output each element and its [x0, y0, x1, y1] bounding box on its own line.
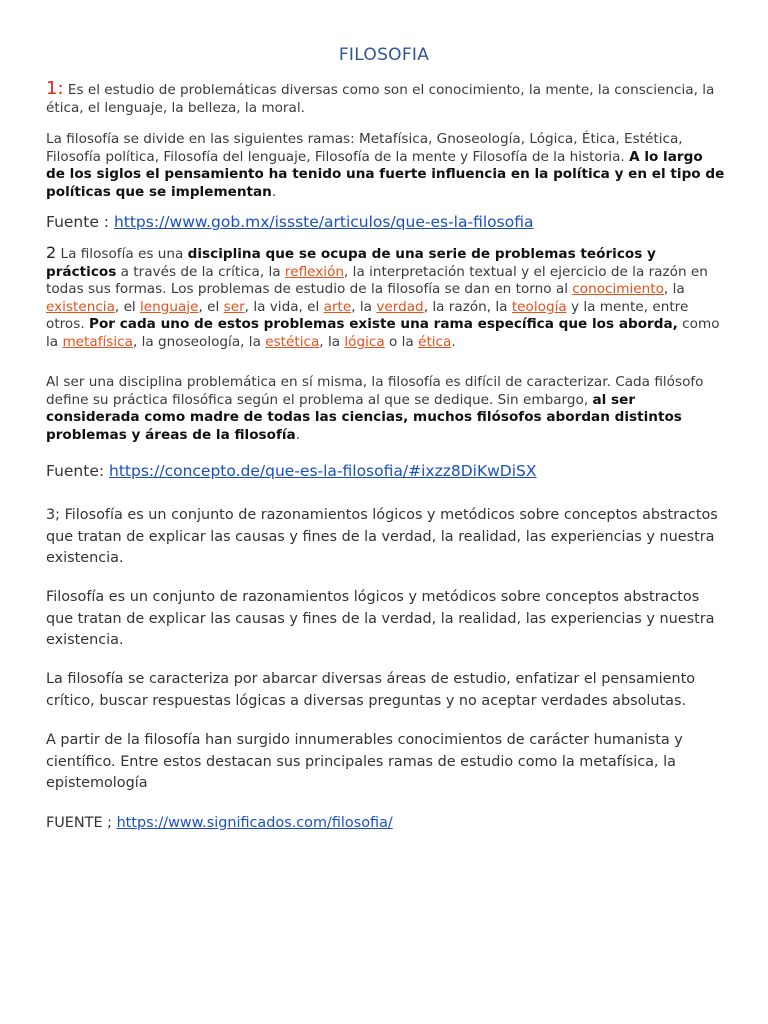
text: , la gnoseología, la — [132, 333, 266, 350]
text: a través de la crítica, la — [116, 263, 285, 280]
text: , la interpretación textual y el ejercicio de la razón en todas sus formas. Los problemas de estudio de la filosofía se dan en torno al — [46, 263, 708, 298]
section-1-source — [46, 213, 726, 231]
bold-text: Por cada uno de estos problemas existe una rama específica que los aborda, — [88, 316, 678, 333]
source-link-concepto[interactable]: https://concepto.de/que-es-la-filosofia/#ixzz8DiKwDiSX — [109, 462, 537, 480]
keyword-link-metafisica[interactable]: metafísica — [62, 333, 133, 350]
text: La filosofía es una — [56, 246, 188, 262]
text: , el — [114, 298, 141, 315]
page-title: FILOSOFIA — [338, 45, 430, 65]
section-2-paragraph-2 — [46, 374, 726, 444]
section-1-text: Es el estudio de problemáticas diversas como son el conocimiento, la mente, la consciencia, la ética, el lenguaje, la belleza, la moral. — [46, 82, 715, 116]
period: . — [271, 183, 277, 200]
section-1-branches-text: La filosofía se divide en las siguientes ramas: Metafísica, Gnoseología, Lógica, Ética, Estética, Filosofía política, Filosofía del lenguaje, Filosofía de la mente y Filosofía de la historia. — [46, 131, 683, 165]
section-3-paragraph-4: A partir de la filosofía han surgido innumerables conocimientos de carácter humanista y científico. Entre estos destacan sus principales ramas de estudio como la metafísica, la epistemología — [46, 732, 683, 792]
text: , el — [198, 298, 224, 315]
text: como la — [46, 316, 720, 350]
keyword-link-arte[interactable]: arte — [323, 298, 352, 315]
section-3-paragraph-3: La filosofía se caracteriza por abarcar diversas áreas de estudio, enfatizar el pensamiento crítico, buscar respuestas lógicas a diversas preguntas y no aceptar verdades absolutas. — [46, 671, 696, 709]
source-link-significados[interactable]: https://www.significados.com/filosofia/ — [116, 815, 393, 831]
keyword-link-etica[interactable]: ética — [418, 333, 452, 350]
text: o la — [384, 333, 419, 350]
text: , la vida, el — [244, 298, 324, 315]
source-label: Fuente: — [46, 462, 110, 480]
section-3-paragraph-1: 3; Filosofía es un conjunto de razonamientos lógicos y metódicos sobre conceptos abstractos que tratan de explicar las causas y fines de la verdad, la realidad, las experiencias y nuestra existencia. — [46, 507, 718, 567]
period: . — [295, 426, 301, 443]
source-label: Fuente : — [46, 213, 114, 231]
section-2-source — [46, 462, 726, 480]
source-label: FUENTE ; — [46, 815, 117, 831]
text: y la mente, entre otros. — [46, 298, 689, 333]
section-2-number: 2 — [46, 243, 57, 262]
section-1-branches-bold: A lo largo de los siglos el pensamiento ha tenido una fuerte influencia en la política y en el tipo de políticas que se implementan — [46, 148, 725, 200]
keyword-link-lenguaje[interactable]: lenguaje — [140, 298, 199, 315]
section-2-paragraph — [46, 244, 726, 352]
text: Al ser una disciplina problemática en sí misma, la filosofía es difícil de caracterizar. Cada filósofo define su práctica filosófica según el problema al que se dedique. Sin embargo, — [46, 374, 704, 408]
text: , la — [351, 298, 377, 315]
keyword-link-logica[interactable]: lógica — [344, 333, 385, 350]
keyword-link-teologia[interactable]: teología — [511, 298, 567, 315]
keyword-link-verdad[interactable]: verdad — [376, 298, 424, 315]
bold-text: al ser considerada como madre de todas las ciencias, muchos filósofos abordan distintos problemas y áreas de la filosofía — [46, 391, 682, 443]
source-link-gob[interactable]: https://www.gob.mx/issste/articulos/que-es-la-filosofia — [113, 213, 534, 231]
text: , la — [319, 333, 345, 350]
section-3-paragraph-2: Filosofía es un conjunto de razonamientos lógicos y metódicos sobre conceptos abstractos que tratan de explicar las causas y fines de la verdad, la realidad, las experiencias y nuestra existencia. — [46, 589, 715, 649]
section-1-number: 1: — [46, 78, 64, 99]
keyword-link-existencia[interactable]: existencia — [46, 298, 115, 315]
keyword-link-reflexion[interactable]: reflexión — [284, 263, 345, 280]
keyword-link-ser[interactable]: ser — [223, 298, 245, 315]
section-1-branches — [46, 131, 726, 201]
period: . — [451, 333, 456, 350]
text: , la — [663, 281, 685, 298]
section-3-source — [46, 813, 726, 835]
bold-text: disciplina que se ocupa de una serie de problemas teóricos y prácticos — [46, 246, 656, 280]
keyword-link-estetica[interactable]: estética — [265, 333, 320, 350]
text: , la razón, la — [423, 298, 512, 315]
section-1-intro — [46, 80, 726, 117]
keyword-link-conocimiento[interactable]: conocimiento — [572, 281, 664, 298]
